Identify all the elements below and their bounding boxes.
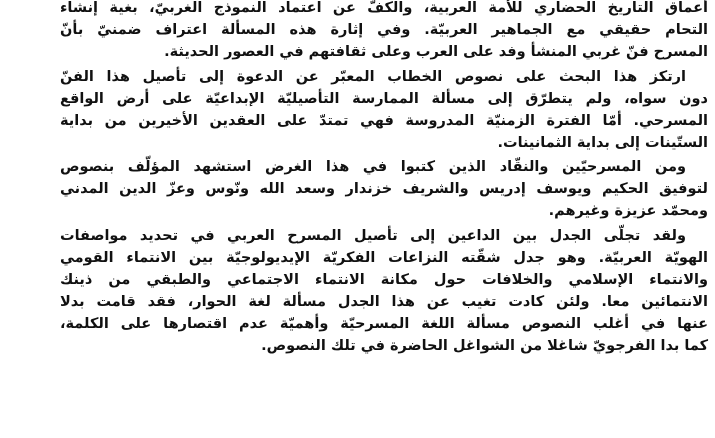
paragraph-line: المسرح فنّ غربي المنشأ وفد على العرب وعلى ثقافتهم في العصور الحديثة. xyxy=(164,44,708,60)
paragraph-line: التحام حقيقي مع الجماهير العربيّة. وفي إثارة هذه المسألة اعتراف ضمنيّ بأنّ xyxy=(60,22,708,38)
paragraph-line: الهويّة العربيّة. وهو جدل شقّته النزاعات الفكريّة الإيديولوجيّة بين الانتماء القومي xyxy=(60,249,708,266)
paragraph-line: الانتمائين معا. ولئن كادت تغيب عن هذا الجدل مسألة لغة الحوار، فقد قامت بدلا xyxy=(60,293,708,310)
paragraph-line: كما بدا الفرجويّ شاغلا من الشواغل الحاضرة في تلك النصوص. xyxy=(261,337,708,354)
paragraph-line: دون سواه، ولم يتطرّق إلى مسألة الممارسة التأصيليّة الإبداعيّة على أرض الواقع xyxy=(60,90,708,107)
paragraph-1 xyxy=(60,0,708,63)
paragraph-3 xyxy=(60,156,708,222)
paragraph-line: ومن المسرحيّين والنقّاد الذين كتبوا في هذا الغرض استشهد المؤلّف بنصوص xyxy=(60,159,686,175)
paragraph-2 xyxy=(60,66,708,154)
paragraph-line: ارتكز هذا البحث على نصوص الخطاب المعبّر عن الدعوة إلى تأصيل هذا الفنّ xyxy=(60,68,686,85)
paragraph-line: لتوفيق الحكيم ويوسف إدريس والشريف خزندار وسعد الله ونّوس وعزّ الدين المدني xyxy=(60,181,708,197)
paragraph-line: ومحمّد عزيزة وغيرهم. xyxy=(548,203,708,219)
paragraph-4 xyxy=(60,225,708,357)
article-text xyxy=(60,0,708,357)
paragraph-line: عنها في أغلب النصوص مسألة اللغة المسرحيّة وأهميّة عدم اقتصارها على الكلمة، xyxy=(60,315,708,332)
paragraph-line: المسرحي. أمّا الفترة الزمنيّة المدروسة فهي تمتدّ على العقدين الأخيرين من بداية xyxy=(60,112,708,129)
paragraph-line: أعماق التاريخ الحضاري للأمة العربية، والكفّ عن اعتماد النموذج الغربيّ، بغية إنشاء xyxy=(60,0,708,16)
paragraph-line: والانتماء الإسلامي والخلافات حول مكانة الانتماء الاجتماعي والطبقي من ذينك xyxy=(60,271,708,288)
paragraph-line: الستّينات إلى بداية الثمانينات. xyxy=(497,134,708,151)
paragraph-line: ولقد تجلّى الجدل بين الداعين إلى تأصيل المسرح العربي في تحديد مواصفات xyxy=(60,227,686,244)
